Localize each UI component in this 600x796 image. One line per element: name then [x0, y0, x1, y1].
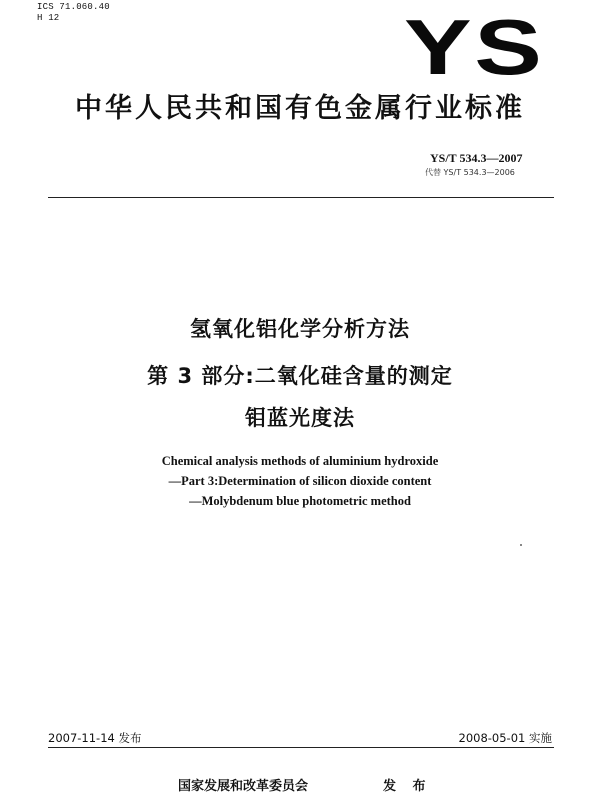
- title-en-line-1: Chemical analysis methods of aluminium hydroxide: [161, 454, 439, 468]
- industry-standard-title: 中华人民共和国有色金属行业标准: [75, 93, 525, 124]
- ics-code: ICS 71.060.40: [37, 2, 110, 12]
- replaces-standard: 代替 YS/T 534.3—2006: [425, 168, 515, 177]
- title-zh-line-1: 氢氧化铝化学分析方法: [190, 317, 410, 341]
- standard-number: YS/T 534.3—2007: [430, 151, 523, 165]
- issuing-action: 发 布: [383, 779, 432, 794]
- ys-logo: YS: [404, 3, 545, 91]
- footer-divider: [48, 747, 554, 748]
- issuing-authority: 国家发展和改革委员会: [178, 779, 309, 794]
- classification-codes: [37, 2, 110, 24]
- title-zh-line-2: 第 3 部分:二氧化硅含量的测定: [147, 364, 453, 388]
- header-divider: [48, 197, 554, 198]
- title-en-line-3: —Molybdenum blue photometric method: [189, 494, 411, 508]
- issue-date: 2007-11-14 发布: [48, 731, 142, 745]
- implementation-date: 2008-05-01 实施: [458, 731, 552, 745]
- title-en-line-2: —Part 3:Determination of silicon dioxide content: [168, 474, 432, 488]
- title-zh-line-3: 钼蓝光度法: [245, 406, 355, 430]
- ccs-code: H 12: [37, 13, 60, 23]
- scan-speck: [520, 544, 522, 546]
